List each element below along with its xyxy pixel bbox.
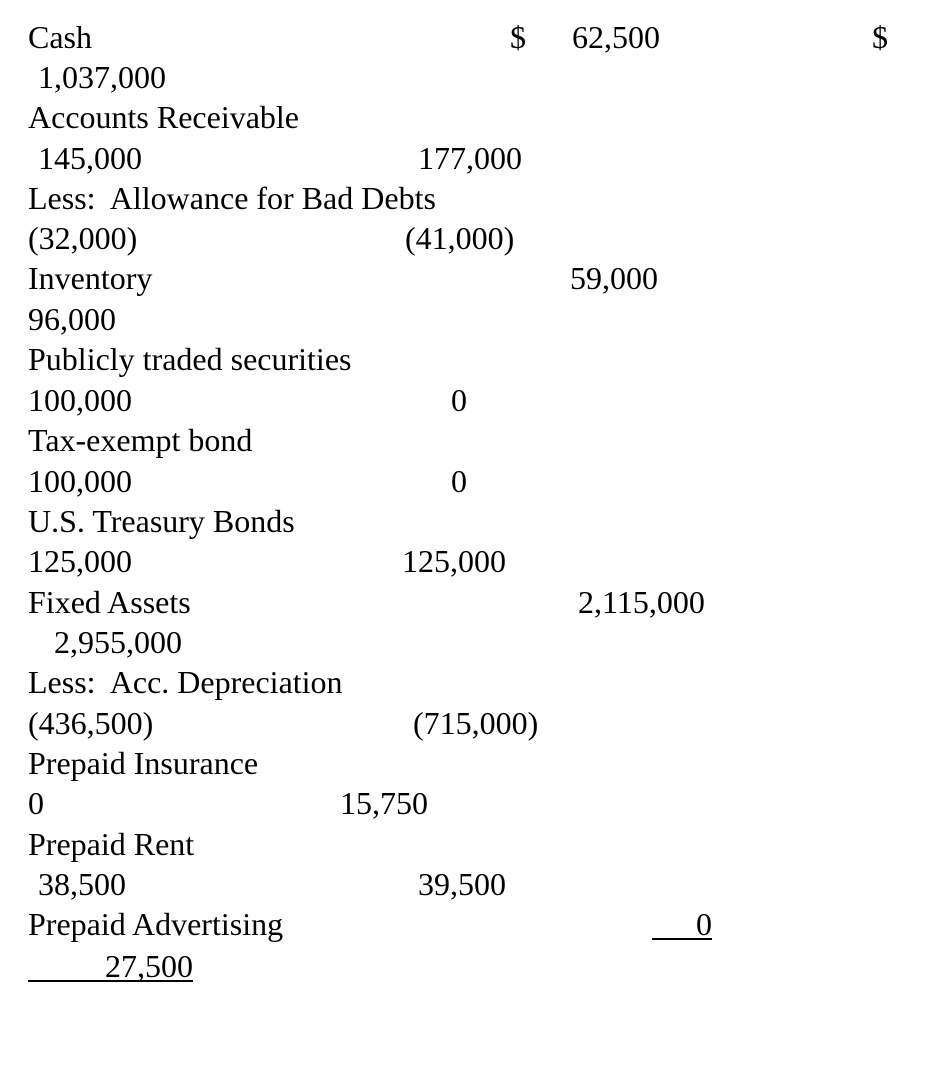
allowance-bad-debts-value-b: (41,000) <box>405 220 515 256</box>
prepaid-advertising-underline-b <box>28 980 193 982</box>
acc-depreciation-value-b: (715,000) <box>413 705 539 741</box>
accounts-receivable-value-a: 145,000 <box>38 140 142 176</box>
cash-dollar-sign: $ <box>510 19 526 55</box>
publicly-traded-securities-value-b: 0 <box>451 382 467 418</box>
prepaid-insurance-value-a: 0 <box>28 785 44 821</box>
prepaid-insurance-label: Prepaid Insurance <box>28 745 259 781</box>
us-treasury-bonds-value-b: 125,000 <box>402 543 506 579</box>
prepaid-advertising-underline-a <box>652 938 712 940</box>
us-treasury-bonds-value-a: 125,000 <box>28 543 132 579</box>
tax-exempt-bond-value-a: 100,000 <box>28 463 132 499</box>
us-treasury-bonds-label: U.S. Treasury Bonds <box>28 503 295 539</box>
accounts-receivable-value-b: 177,000 <box>418 140 522 176</box>
tax-exempt-bond-label: Tax-exempt bond <box>28 422 253 458</box>
publicly-traded-securities-value-a: 100,000 <box>28 382 132 418</box>
fixed-assets-value-b: 2,955,000 <box>54 624 182 660</box>
publicly-traded-securities-label: Publicly traded securities <box>28 341 352 377</box>
accounts-receivable-label: Accounts Receivable <box>28 99 299 135</box>
acc-depreciation-label: Less: Acc. Depreciation <box>28 664 343 700</box>
prepaid-rent-value-a: 38,500 <box>38 866 126 902</box>
prepaid-advertising-value-b: 27,500 <box>105 948 193 984</box>
allowance-bad-debts-value-a: (32,000) <box>28 220 138 256</box>
prepaid-advertising-value-a: 0 <box>696 906 712 942</box>
cash-dollar-sign-2: $ <box>872 19 888 55</box>
cash-label: Cash <box>28 19 92 55</box>
prepaid-rent-value-b: 39,500 <box>418 866 506 902</box>
prepaid-advertising-label: Prepaid Advertising <box>28 906 284 942</box>
inventory-value-b: 96,000 <box>28 301 116 337</box>
cash-value-b: 1,037,000 <box>38 59 166 95</box>
cash-value-a: 62,500 <box>572 19 660 55</box>
acc-depreciation-value-a: (436,500) <box>28 705 154 741</box>
tax-exempt-bond-value-b: 0 <box>451 463 467 499</box>
allowance-bad-debts-label: Less: Allowance for Bad Debts <box>28 180 436 216</box>
fixed-assets-label: Fixed Assets <box>28 584 191 620</box>
fixed-assets-value-a: 2,115,000 <box>578 584 705 620</box>
inventory-value-a: 59,000 <box>570 260 658 296</box>
inventory-label: Inventory <box>28 260 153 296</box>
prepaid-advertising-value-a-cell <box>652 904 712 944</box>
prepaid-rent-label: Prepaid Rent <box>28 826 195 862</box>
prepaid-insurance-value-b: 15,750 <box>340 785 428 821</box>
prepaid-advertising-value-b-cell <box>28 946 193 986</box>
